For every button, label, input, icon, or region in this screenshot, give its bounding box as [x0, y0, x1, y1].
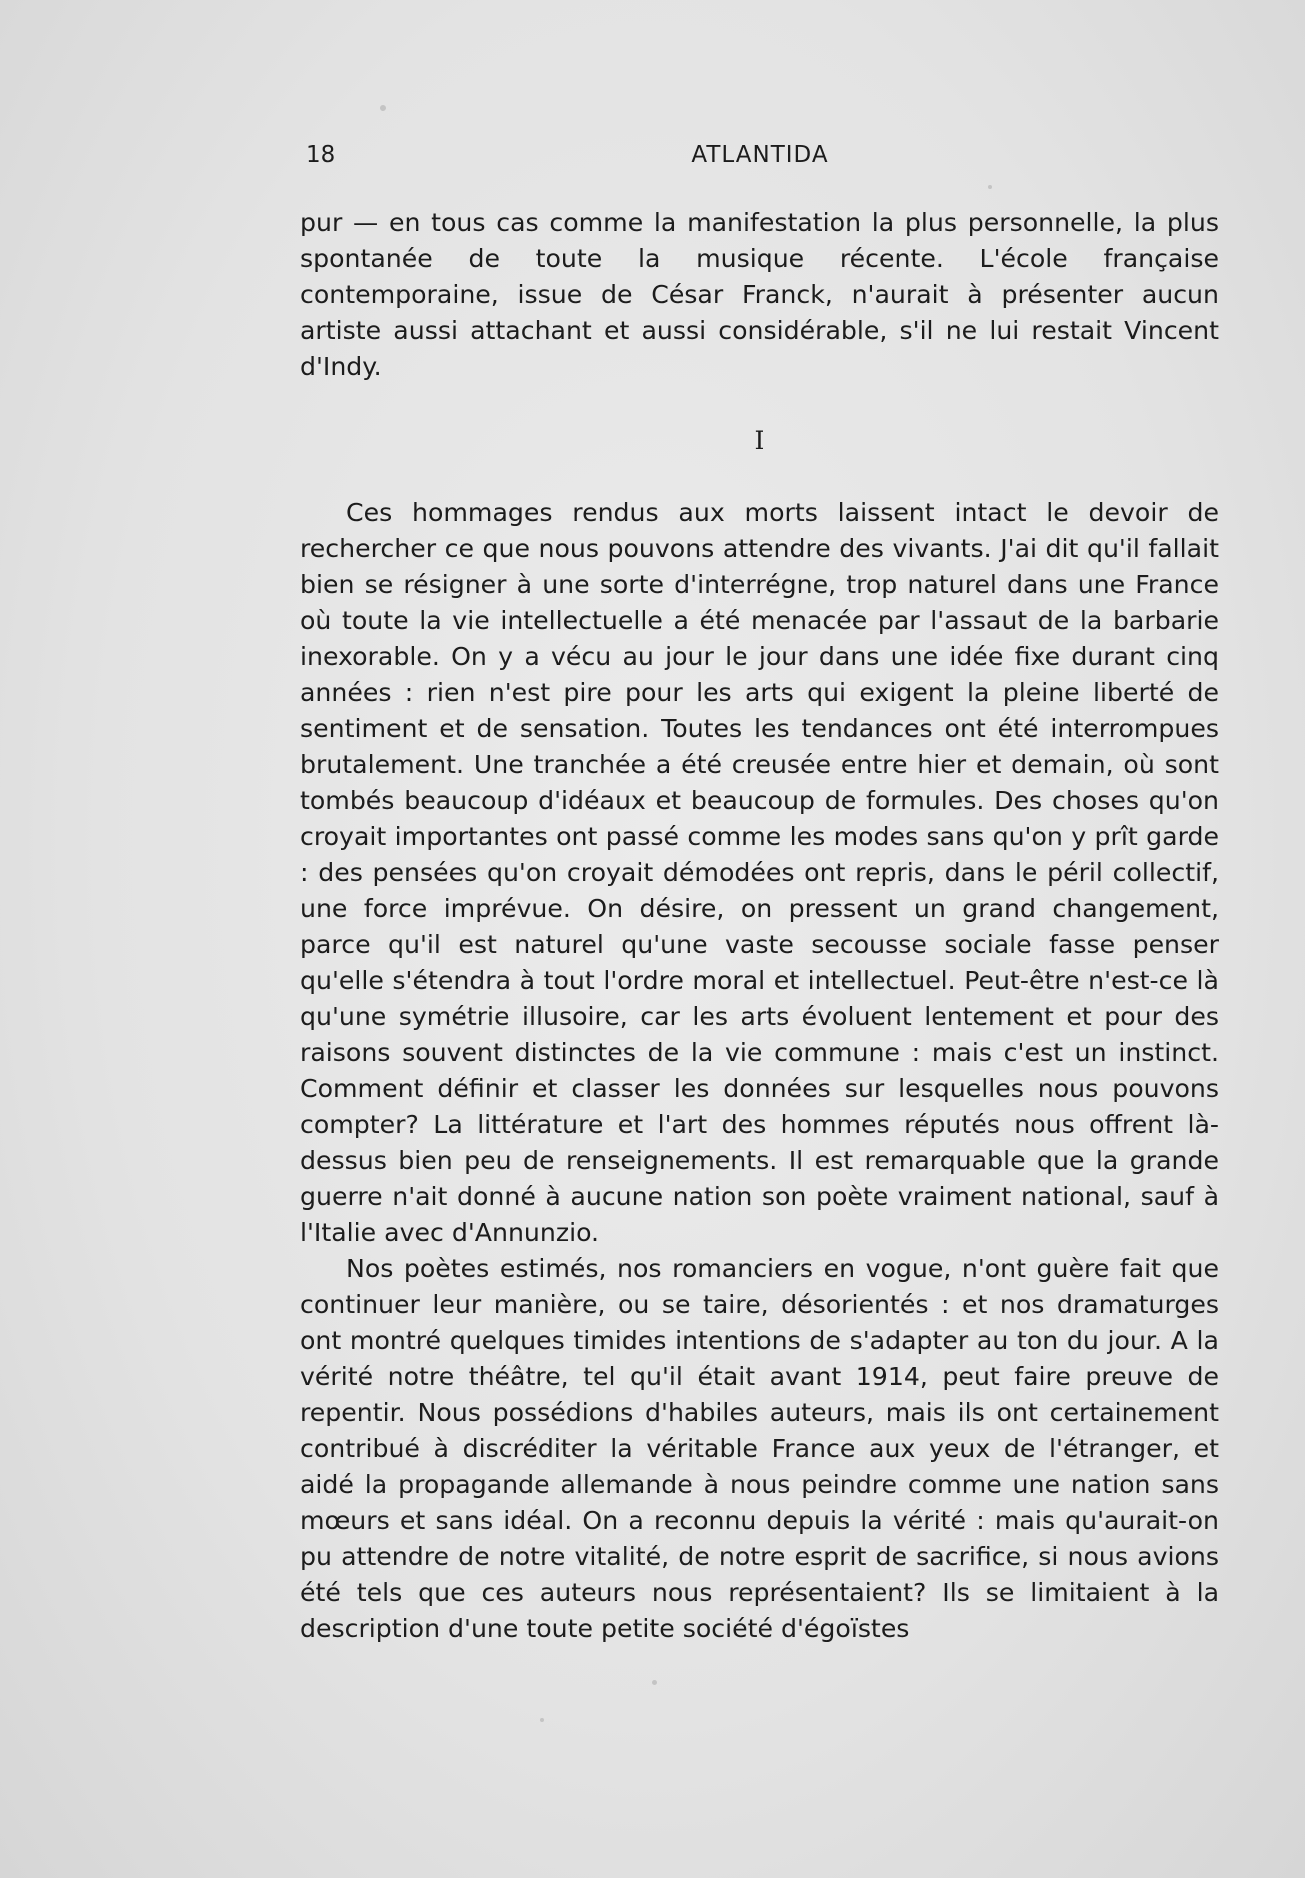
scan-speck [540, 1718, 544, 1722]
body-paragraph-1: Ces hommages rendus aux morts laissent intact le devoir de rechercher ce que nous pouvons attendre des vivants. J'ai dit qu'il fallait bien se résigner à une sorte d'interrégne, trop naturel dans une France où toute la vie intellectuelle a été menacée par l'assaut de la barbarie inexorable. On y a vécu au jour le jour dans une idée fixe durant cinq années : rien n'est pire pour les arts qui exigent la pleine liberté de sentiment et de sensation. Toutes les tendances ont été interrompues brutalement. Une tranchée a été creusée entre hier et demain, où sont tombés beaucoup d'idéaux et beaucoup de formules. Des choses qu'on croyait importantes ont passé comme les modes sans qu'on y prît garde : des pensées qu'on croyait démodées ont repris, dans le péril collectif, une force imprévue. On désire, on pressent un grand changement, parce qu'il est naturel qu'une vaste secousse sociale fasse penser qu'elle s'étendra à tout l'ordre moral et intellectuel. Peut-être n'est-ce là qu'une symétrie illusoire, car les arts évoluent lentement et pour des raisons souvent distinctes de la vie commune : mais c'est un instinct. Comment définir et classer les données sur lesquelles nous pouvons compter? La littérature et l'art des hommes réputés nous offrent là-dessus bien peu de renseignements. Il est remarquable que la grande guerre n'ait donné à aucune nation son poète vraiment national, sauf à l'Italie avec d'Annunzio. [300, 498, 1219, 1247]
scan-speck [988, 185, 992, 189]
running-head [300, 142, 1220, 172]
intro-paragraph: pur — en tous cas comme la manifestation la plus personnelle, la plus spontanée de toute la musique récente. L'école française contemporaine, issue de César Franck, n'aurait à présenter aucun artiste aussi attachant et aussi considérable, s'il ne lui restait Vincent d'Indy. [300, 208, 1219, 381]
scan-speck [380, 105, 386, 111]
scan-speck [652, 1680, 657, 1685]
intro-text-block [300, 205, 1219, 385]
body-paragraph-2: Nos poètes estimés, nos romanciers en vogue, n'ont guère fait que continuer leur manière, ou se taire, désorientés : et nos dramaturges ont montré quelques timides intentions de s'adapter au ton du jour. A la vérité notre théâtre, tel qu'il était avant 1914, peut faire preuve de repentir. Nous possédions d'habiles auteurs, mais ils ont certainement contribué à discréditer la véritable France aux yeux de l'étranger, et aidé la propagande allemande à nous peindre comme une nation sans mœurs et sans idéal. On a reconnu depuis la vérité : mais qu'aurait-on pu attendre de notre vitalité, de notre esprit de sacrifice, si nous avions été tels que ces auteurs nous représentaient? Ils se limitaient à la description d'une toute petite société d'égoïstes [300, 1254, 1219, 1643]
header-title: ATLANTIDA [691, 142, 829, 168]
page-number: 18 [306, 142, 336, 168]
section-number: I [754, 426, 765, 455]
body-text-block [300, 495, 1219, 1647]
